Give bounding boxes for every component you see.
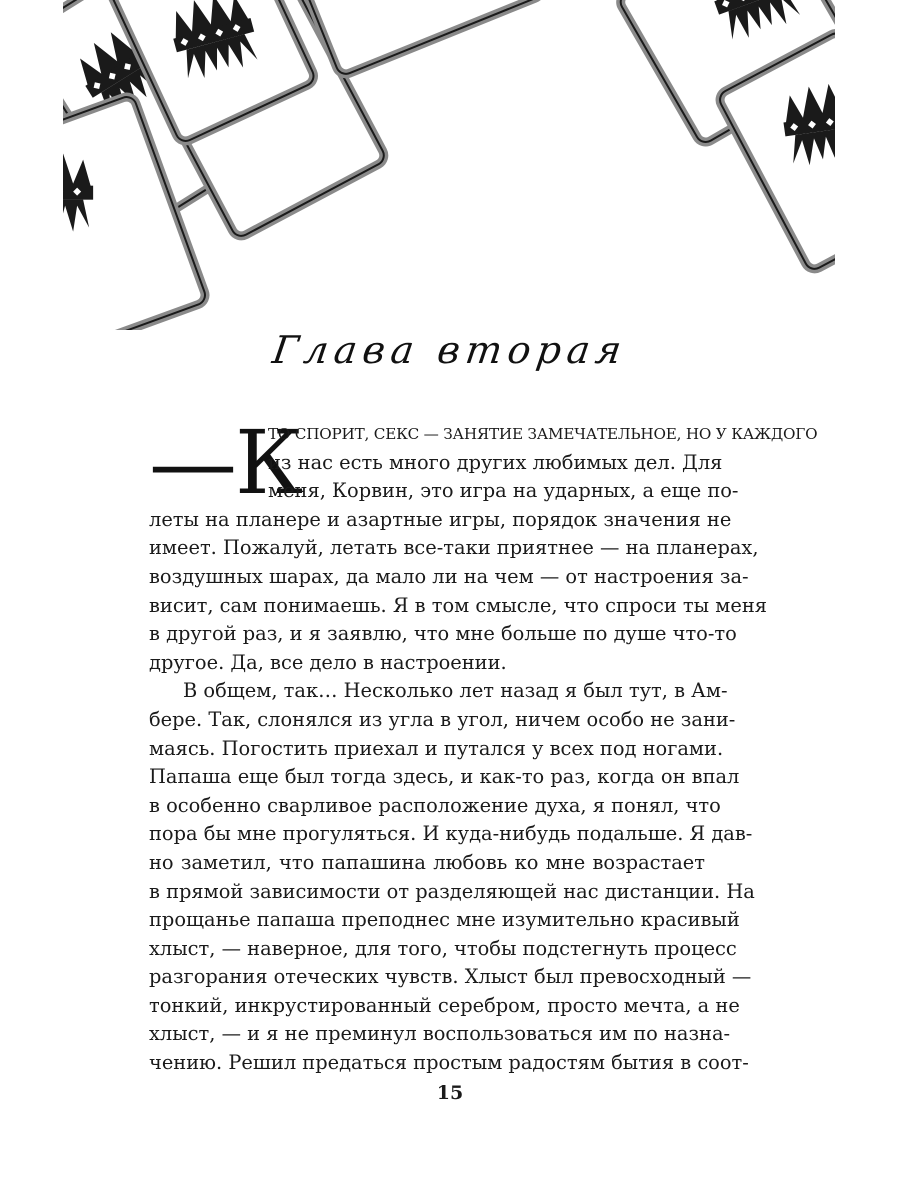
text-line: в другой раз, и я заявлю, что мне больше по душе что-то bbox=[149, 622, 737, 646]
text-line: тонкий, инкрустированный серебром, просто мечта, а не bbox=[149, 993, 740, 1017]
text-line: имеет. Пожалуй, летать все-таки приятнее — на планерах, bbox=[149, 536, 759, 560]
text-line: леты на планере и азартные игры, порядок значения не bbox=[149, 507, 732, 531]
scattered-cards-illustration bbox=[0, 0, 900, 330]
text-line: чению. Решил предаться простым радостям бытия в соот- bbox=[149, 1051, 749, 1075]
text-line: ТО СПОРИТ, СЕКС — ЗАНЯТИЕ ЗАМЕЧАТЕЛЬНОЕ, НО У КАЖДОГО bbox=[268, 425, 818, 443]
chapter-title: Глава вторая bbox=[269, 328, 631, 372]
text-line: маясь. Погостить приехал и путался у всех под ногами. bbox=[149, 736, 724, 760]
body-text bbox=[149, 411, 818, 1078]
text-line: хлыст, — наверное, для того, чтобы подстегнуть процесс bbox=[149, 936, 737, 960]
text-line: пора бы мне прогуляться. И куда-нибудь подальше. Я дав- bbox=[149, 822, 753, 846]
text-line: бере. Так, слонялся из угла в угол, ничем особо не зани- bbox=[149, 707, 736, 731]
text-line: хлыст, — и я не преминул воспользоваться им по назна- bbox=[149, 1022, 731, 1046]
text-line: в прямой зависимости от разделяющей нас дистанции. На bbox=[149, 879, 755, 903]
text-line: прощанье папаша преподнес мне изумительно красивый bbox=[149, 908, 740, 932]
text-line: разгорания отеческих чувств. Хлыст был превосходный — bbox=[149, 965, 752, 989]
text-line: В общем, так… Несколько лет назад я был тут, в Ам- bbox=[183, 679, 728, 703]
text-line: другое. Да, все дело в настроении. bbox=[149, 650, 507, 674]
text-line: Папаша еще был тогда здесь, и как-то раз, когда он впал bbox=[149, 765, 740, 789]
text-line: воздушных шарах, да мало ли на чем — от настроения за- bbox=[149, 564, 749, 588]
text-line: из нас есть много других любимых дел. Для bbox=[268, 450, 723, 474]
drop-cap: —К bbox=[149, 411, 302, 514]
text-line: висит, сам понимаешь. Я в том смысле, что спроси ты меня bbox=[149, 593, 767, 617]
first-paragraph-opening bbox=[149, 411, 818, 514]
page-number: 15 bbox=[436, 1082, 464, 1104]
text-line: но заметил, что папашина любовь ко мне возрастает bbox=[149, 850, 705, 874]
text-line: меня, Корвин, это игра на ударных, а еще по- bbox=[268, 479, 739, 503]
text-line: в особенно сварливое расположение духа, я понял, что bbox=[149, 793, 721, 817]
